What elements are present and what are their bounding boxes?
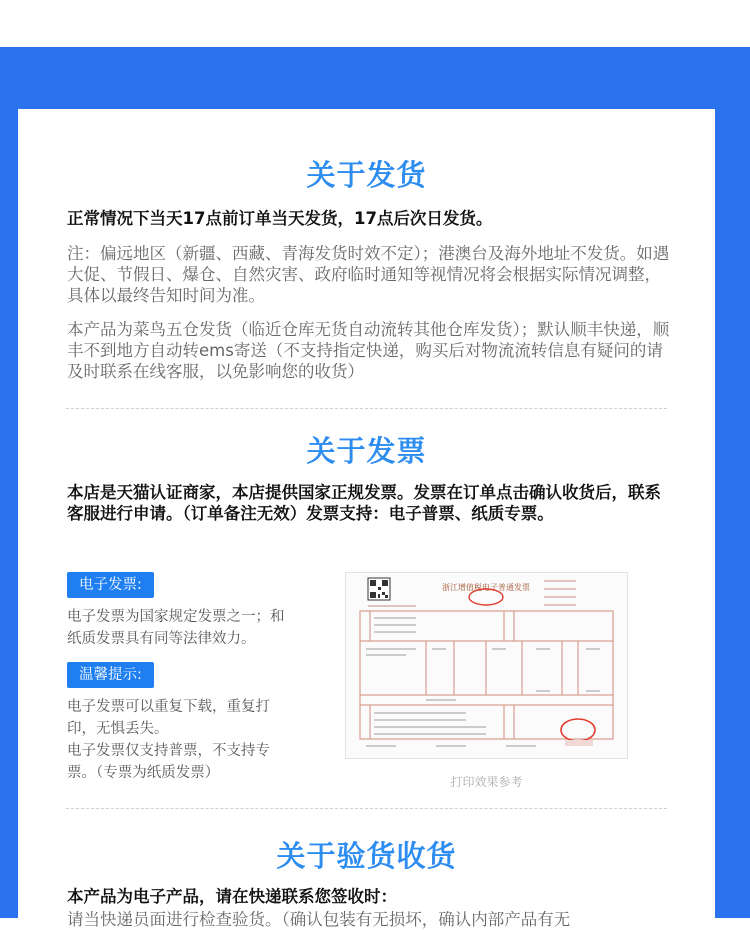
content-card (18, 109, 715, 929)
invoice-title: 关于发票 (306, 434, 427, 468)
invoice-sample-title: 浙江增值税电子普通发票 (442, 583, 530, 592)
invoice-rule: 本店是天猫认证商家，本店提供国家正规发票。发票在订单点击确认收货后，联系客服进行申请。（订单备注无效）发票支持：电子普票、纸质专票。 (67, 483, 661, 523)
invoice-sample-image (345, 572, 628, 759)
divider (66, 408, 667, 409)
shipping-title: 关于发货 (306, 158, 427, 192)
inspection-text: 请当快递员面进行检查验货。（确认包装有无损坏，确认内部产品有无 (67, 910, 571, 929)
inspection-rule: 本产品为电子产品，请在快递联系您签收时： (67, 887, 397, 906)
shipping-note-warehouse: 本产品为菜鸟五仓发货（临近仓库无货自动流转其他仓库发货）；默认顺丰快递，顺丰不到地方自动转ems寄送（不支持指定快递，购买后对物流流转信息有疑问的请及时联系在线客服，以免影响您的收货） (67, 320, 670, 381)
tip-badge: 温馨提示: (67, 662, 154, 688)
e-invoice-badge: 电子发票: (67, 572, 154, 598)
inspection-title: 关于验货收货 (276, 839, 457, 873)
divider (66, 808, 667, 809)
qr-code-icon (368, 578, 390, 600)
shipping-rule: 正常情况下当天17点前订单当天发货，17点后次日发货。 (67, 209, 493, 228)
invoice-illustration (346, 573, 627, 758)
e-invoice-text: 电子发票为国家规定发票之一；和纸质发票具有同等法律效力。 (67, 609, 285, 647)
shipping-note-remote: 注：偏远地区（新疆、西藏、青海发货时效不定）；港澳台及海外地址不发货。如遇大促、节假日、爆仓、自然灾害、政府临时通知等视情况将会根据实际情况调整，具体以最终告知时间为准。 (67, 244, 670, 305)
invoice-sample-caption: 打印效果参考 (450, 775, 523, 789)
tip-text-type: 电子发票仅支持普票，不支持专票。（专票为纸质发票） (67, 743, 270, 781)
tip-text-download: 电子发票可以重复下载，重复打印，无惧丢失。 (67, 699, 270, 737)
